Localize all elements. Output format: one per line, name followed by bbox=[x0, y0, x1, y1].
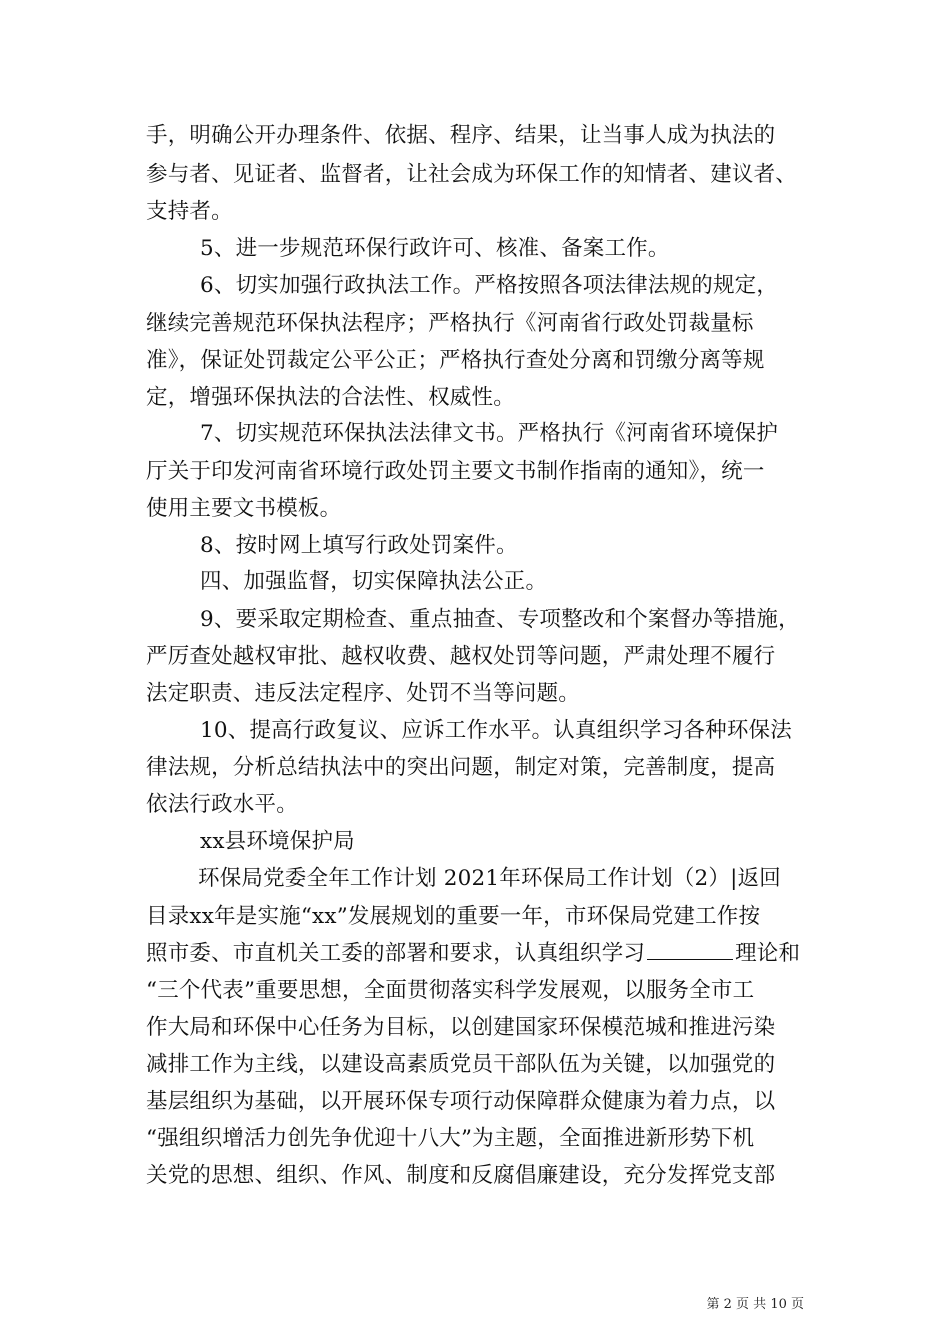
text-line: 作大局和环保中心任务为目标，以创建国家环保模范城和推进污染 bbox=[146, 1015, 776, 1040]
signature-org: xx县环境保护局 bbox=[200, 829, 355, 854]
text-line: 使用主要文书模板。 bbox=[146, 496, 342, 521]
text-line: 准》，保证处罚裁定公平公正；严格执行查处分离和罚缴分离等规 bbox=[146, 348, 765, 373]
text-line: 减排工作为主线，以建设高素质党员干部队伍为关键，以加强党的 bbox=[146, 1052, 776, 1077]
text-line: 关党的思想、组织、作风、制度和反腐倡廉建设，充分发挥党支部 bbox=[146, 1163, 776, 1188]
text-line: 继续完善规范环保执法程序；严格执行《河南省行政处罚裁量标 bbox=[146, 311, 754, 336]
text-line: 8、按时网上填写行政处罚案件。 bbox=[200, 533, 518, 558]
page-number: 第 2 页 共 10 页 bbox=[706, 1297, 804, 1312]
text-line: 手，明确公开办理条件、依据、程序、结果，让当事人成为执法的 bbox=[146, 123, 776, 148]
text-line: 支持者。 bbox=[146, 199, 233, 224]
text-line: 严厉查处越权审批、越权收费、越权处罚等问题，严肃处理不履行 bbox=[146, 644, 776, 669]
text-line: 6、切实加强行政执法工作。严格按照各项法律法规的规定， bbox=[200, 273, 779, 298]
text-line: “强组织增活力创先争优迎十八大”为主题，全面推进新形势下机 bbox=[146, 1126, 755, 1151]
text-line: 法定职责、违反法定程序、处罚不当等问题。 bbox=[146, 681, 581, 706]
text-fragment: 理论和 bbox=[735, 941, 801, 966]
text-line: 厅关于印发河南省环境行政处罚主要文书制作指南的通知》，统一 bbox=[146, 459, 765, 484]
text-line: 5、进一步规范环保行政许可、核准、备案工作。 bbox=[200, 236, 670, 261]
text-line: 依法行政水平。 bbox=[146, 792, 298, 817]
text-line: 律法规，分析总结执法中的突出问题，制定对策，完善制度，提高 bbox=[146, 755, 776, 780]
blank-underline bbox=[647, 939, 733, 960]
section-heading: 四、加强监督，切实保障执法公正。 bbox=[200, 569, 548, 594]
text-fragment: 照市委、市直机关工委的部署和要求，认真组织学习 bbox=[146, 941, 646, 966]
text-line bbox=[146, 939, 816, 969]
text-line: 7、切实规范环保执法法律文书。严格执行《河南省环境保护 bbox=[200, 421, 779, 446]
text-line: 10、提高行政复议、应诉工作水平。认真组织学习各种环保法 bbox=[200, 718, 792, 743]
text-line: “三个代表”重要思想，全面贯彻落实科学发展观，以服务全市工 bbox=[146, 978, 755, 1003]
text-line: 基层组织为基础，以开展环保专项行动保障群众健康为着力点，以 bbox=[146, 1089, 776, 1114]
text-line: 定，增强环保执法的合法性、权威性。 bbox=[146, 385, 515, 410]
text-line: 目录xx年是实施“xx”发展规划的重要一年，市环保局党建工作按 bbox=[146, 904, 761, 929]
section-title-link[interactable]: 环保局党委全年工作计划 2021年环保局工作计划（2）|返回 bbox=[198, 866, 781, 891]
text-line: 参与者、见证者、监督者，让社会成为环保工作的知情者、建议者、 bbox=[146, 162, 798, 187]
text-line: 9、要采取定期检查、重点抽查、专项整改和个案督办等措施， bbox=[200, 607, 800, 632]
